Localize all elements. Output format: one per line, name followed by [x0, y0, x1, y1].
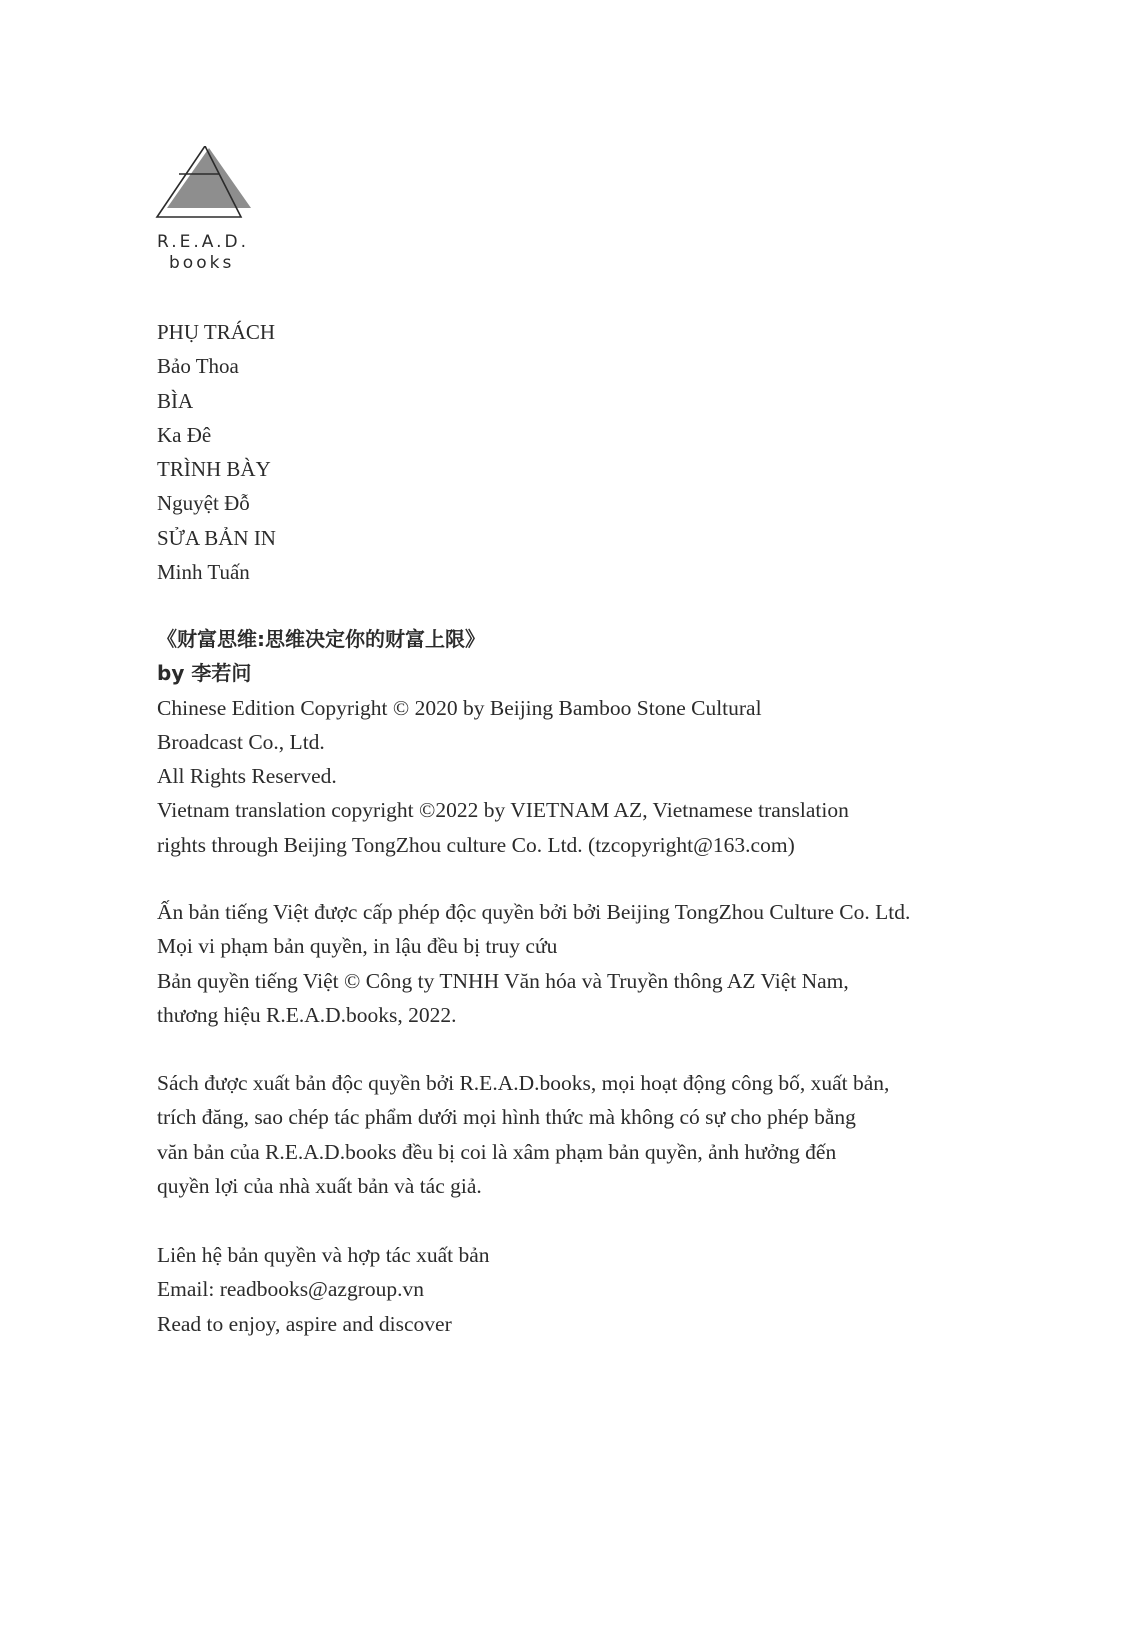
rights-line: văn bản của R.E.A.D.books đều bị coi là xâm phạm bản quyền, ảnh hưởng đến	[157, 1139, 837, 1164]
copyright-line: All Rights Reserved.	[157, 764, 337, 789]
logo-text-books: books	[169, 253, 235, 273]
read-books-logo	[155, 146, 265, 276]
notice-line: Bản quyền tiếng Việt © Công ty TNHH Văn hóa và Truyền thông AZ Việt Nam,	[157, 968, 849, 993]
triangle-logo-icon	[155, 146, 265, 231]
copyright-block	[157, 622, 1057, 862]
credit-role-proofreading: SỬA BẢN IN	[157, 525, 276, 550]
credit-role-cover: BÌA	[157, 388, 194, 413]
notice-line: Mọi vi phạm bản quyền, in lậu đều bị truy cứu	[157, 934, 558, 959]
vietnamese-edition-notice	[157, 895, 1057, 1032]
credit-role-editor: PHỤ TRÁCH	[157, 320, 276, 344]
credit-name-cover: Ka Đê	[157, 422, 212, 447]
copyright-line: Vietnam translation copyright ©2022 by VIETNAM AZ, Vietnamese translation	[157, 798, 849, 823]
credit-name-layout: Nguyệt Đỗ	[157, 491, 250, 516]
original-author: by 李若问	[157, 661, 252, 686]
logo-text-read: R.E.A.D.	[157, 232, 249, 252]
notice-line: Ấn bản tiếng Việt được cấp phép độc quyền bởi bởi Beijing TongZhou Culture Co. Ltd.	[157, 900, 911, 924]
rights-line: quyền lợi của nhà xuất bản và tác giả.	[157, 1173, 482, 1198]
rights-notice	[157, 1066, 1057, 1203]
rights-line: Sách được xuất bản độc quyền bởi R.E.A.D.books, mọi hoạt động công bố, xuất bản,	[157, 1071, 890, 1095]
notice-line: thương hiệu R.E.A.D.books, 2022.	[157, 1002, 457, 1027]
contact-heading: Liên hệ bản quyền và hợp tác xuất bản	[157, 1243, 490, 1267]
copyright-line: Broadcast Co., Ltd.	[157, 729, 325, 754]
contact-block	[157, 1238, 1057, 1341]
credit-role-layout: TRÌNH BÀY	[157, 457, 271, 482]
credits-list	[157, 315, 276, 589]
credit-name-editor: Bảo Thoa	[157, 354, 239, 379]
slogan: Read to enjoy, aspire and discover	[157, 1311, 452, 1336]
original-title: 《财富思维:思维决定你的财富上限》	[157, 627, 485, 651]
copyright-line: Chinese Edition Copyright © 2020 by Beijing Bamboo Stone Cultural	[157, 695, 762, 720]
contact-email: Email: readbooks@azgroup.vn	[157, 1277, 424, 1302]
credit-name-proofreading: Minh Tuấn	[157, 560, 250, 585]
rights-line: trích đăng, sao chép tác phẩm dưới mọi hình thức mà không có sự cho phép bằng	[157, 1105, 856, 1130]
copyright-line: rights through Beijing TongZhou culture Co. Ltd. (tzcopyright@163.com)	[157, 832, 795, 857]
